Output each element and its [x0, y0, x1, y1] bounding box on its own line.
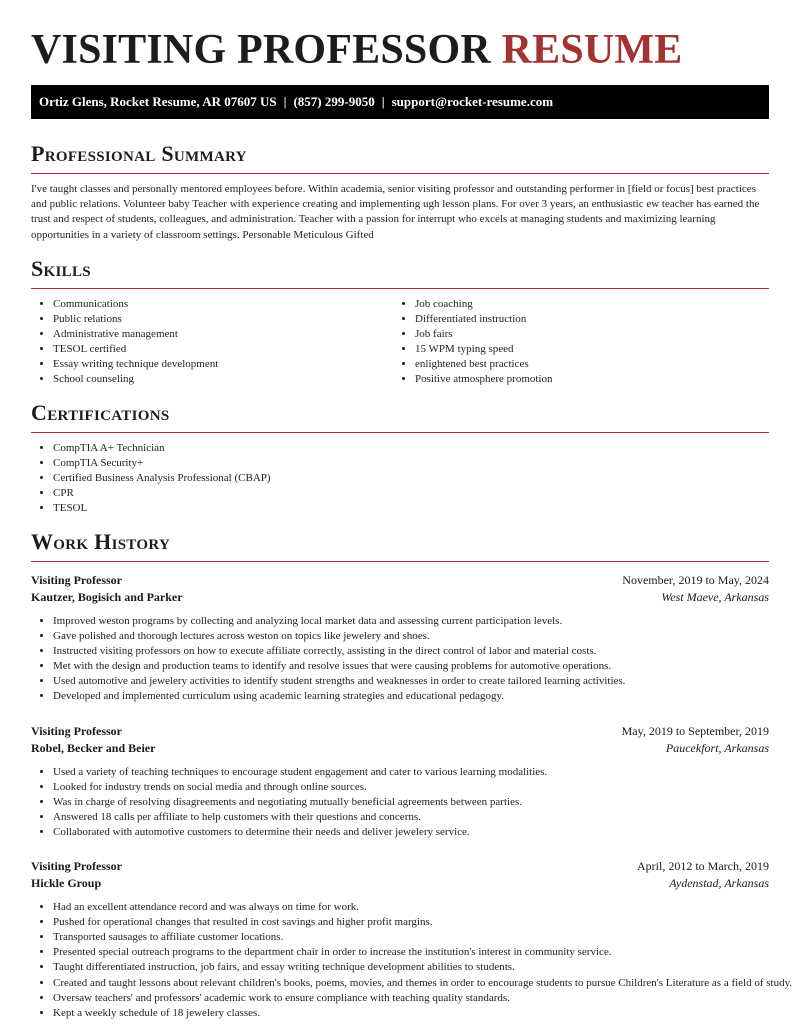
skills-list-left [31, 297, 393, 388]
contact-phone: (857) 299-9050 [293, 94, 375, 109]
job-dates: November, 2019 to May, 2024 [622, 573, 769, 587]
job-entry [31, 723, 769, 840]
job-location: Aydenstad, Arkansas [669, 876, 769, 891]
contact-bar [31, 85, 769, 119]
work-history-section [31, 529, 793, 1021]
job-header-row [31, 858, 769, 875]
skill-item: • Job coaching [415, 297, 755, 312]
job-dates: April, 2012 to March, 2019 [637, 859, 769, 874]
job-bullets [31, 614, 769, 705]
skill-item: • Differentiated instruction [415, 312, 755, 327]
job-header-row [31, 572, 769, 589]
job-bullet: • Presented special outreach programs to the department chair in order to increase the institution's interest in community service. [53, 945, 769, 960]
section-divider [31, 288, 769, 289]
job-bullet: • Met with the design and production teams to identify and resolve issues that were causing problems for automotive operations. [53, 659, 769, 674]
skill-item: • Administrative management [53, 327, 393, 342]
skill-item: • 15 WPM typing speed [415, 342, 755, 357]
skill-item: • enlightened best practices [415, 357, 755, 372]
job-bullet: • Oversaw teachers' and professors' academic work to ensure compliance with teaching quality standards. [53, 991, 769, 1006]
job-bullet: • Answered 18 calls per affiliate to help customers with their questions and concerns. [53, 810, 769, 825]
job-bullet: • Developed and implemented curriculum using academic learning strategies and educational pedagogy. [53, 689, 769, 704]
job-bullet: • Taught differentiated instruction, job fairs, and essay writing technique development abilities to students. [53, 960, 769, 975]
skill-item: • School counseling [53, 372, 393, 387]
job-company-row [31, 875, 769, 892]
job-title: Visiting Professor [31, 859, 122, 874]
job-location: Paucekfort, Arkansas [665, 740, 769, 755]
resume-title [31, 0, 769, 82]
skill-item: • Job fairs [415, 327, 755, 342]
skill-item: • Communications [53, 297, 393, 312]
summary-section [31, 141, 769, 243]
section-divider [31, 173, 769, 174]
certifications-heading: Certifications [31, 400, 170, 425]
job-company-row [31, 589, 769, 606]
job-company: Kautzer, Bogisich and Parker [31, 590, 183, 604]
contact-separator: | [283, 94, 287, 109]
job-bullet: • Used automotive and jewelery activities to identify student strengths and weaknesses in order to create tailored learning activities. [53, 674, 769, 689]
skill-item: • Essay writing technique development [53, 357, 393, 372]
job-dates: May, 2019 to September, 2019 [621, 723, 769, 738]
skill-item: • Public relations [53, 312, 393, 327]
certification-item: • CompTIA A+ Technician [53, 441, 769, 456]
section-divider [31, 432, 769, 433]
skill-item: • Positive atmosphere promotion [415, 372, 755, 387]
job-title: Visiting Professor [31, 573, 122, 587]
contact-address: Ortiz Glens, Rocket Resume, AR 07607 US [39, 94, 277, 109]
skill-item: • TESOL certified [53, 342, 393, 357]
contact-separator: | [381, 94, 385, 109]
certification-item: • TESOL [53, 501, 769, 516]
job-bullet: • Transported sausages to affiliate customer locations. [53, 930, 769, 945]
title-main: VISITING PROFESSOR [31, 27, 491, 73]
job-company: Robel, Becker and Beier [31, 740, 156, 755]
skills-section [31, 256, 769, 388]
job-bullet: • Pushed for operational changes that resulted in cost savings and higher profit margins. [53, 915, 769, 930]
job-bullet: • Was in charge of resolving disagreements and negotiating mutually beneficial agreements between parties. [53, 795, 769, 810]
section-divider [31, 561, 769, 562]
certification-item: • CompTIA Security+ [53, 456, 769, 471]
skills-column-right [393, 297, 755, 388]
job-bullet: • Instructed visiting professors on how to execute affiliate correctly, assisting in the direct control of labor and material costs. [53, 644, 769, 659]
job-bullet: • Used a variety of teaching techniques to encourage student engagement and cater to various learning modalities. [53, 765, 769, 780]
job-bullet: • Looked for industry trends on social media and through online sources. [53, 780, 769, 795]
certifications-list [31, 441, 769, 516]
certification-item: • Certified Business Analysis Professional (CBAP) [53, 471, 769, 486]
summary-heading: Professional Summary [31, 141, 247, 166]
contact-email[interactable]: support@rocket-resume.com [391, 94, 554, 109]
skills-grid [31, 297, 769, 388]
job-header-row [31, 723, 769, 740]
skills-column-left [31, 297, 393, 388]
summary-text: I've taught classes and personally mentored employees before. Within academia, senior visiting professor and outstanding performer in [field or focus] best practices and public relations. Volunteer baby Teacher with experience creating and implementing ugh lesson plans. For over 3 years, an enthusiastic ew teacher has earned the trust and respect of students, colleagues, and administration. Teacher with a passion for interrupt who excels at managing students and maximizing learning opportunities in a variety of classroom settings. Personable Meticulous Gifted [31, 183, 760, 241]
job-company: Hickle Group [31, 876, 102, 891]
certifications-section [31, 400, 769, 516]
job-title: Visiting Professor [31, 723, 122, 738]
job-bullet: • Improved weston programs by collecting and analyzing local market data and assessing current participation levels. [53, 614, 769, 629]
skills-heading: Skills [31, 256, 91, 281]
job-bullet: • Kept a weekly schedule of 18 jewelery classes. [53, 1006, 769, 1021]
certification-item: • CPR [53, 486, 769, 501]
job-bullet: • Had an excellent attendance record and was always on time for work. [53, 900, 769, 915]
job-entry [31, 858, 793, 1021]
job-bullets [31, 900, 793, 1021]
skills-list-right [393, 297, 755, 388]
job-bullet: • Created and taught lessons about relevant children's books, poems, movies, and themes in order to encourage students to pursue Children's Literature as a field of study. [53, 976, 769, 991]
job-bullet: • Collaborated with automotive customers to determine their needs and deliver jewelery service. [53, 825, 769, 840]
job-location: West Maeve, Arkansas [661, 590, 769, 604]
job-entry [31, 572, 769, 705]
job-company-row [31, 740, 769, 757]
job-bullet: • Gave polished and thorough lectures across weston on topics like jewelery and shoes. [53, 629, 769, 644]
title-accent: RESUME [501, 27, 683, 73]
job-bullets [31, 765, 769, 840]
work-history-heading: Work History [31, 529, 171, 554]
